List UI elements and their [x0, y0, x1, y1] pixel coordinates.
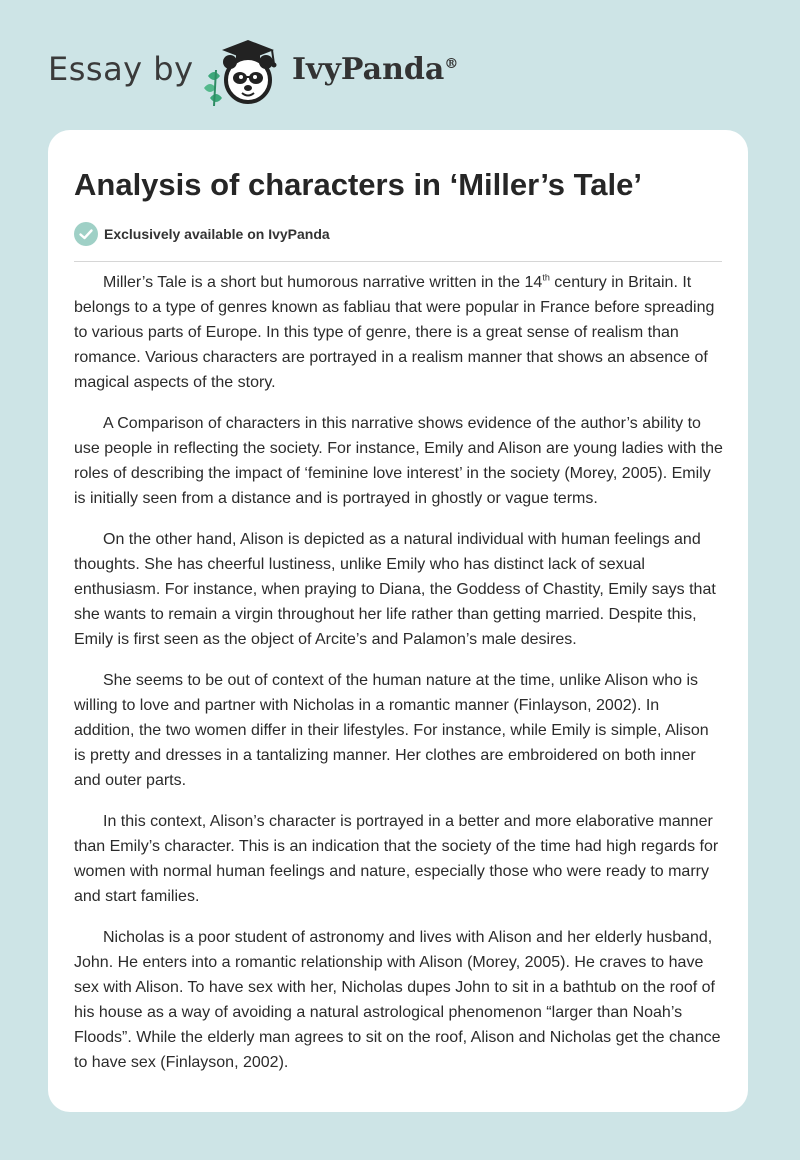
- page-title: Analysis of characters in ‘Miller’s Tale’: [74, 167, 642, 202]
- badge-label: Exclusively available on IvyPanda: [104, 226, 330, 242]
- registered-mark: ®: [444, 56, 459, 72]
- paragraph-4: She seems to be out of context of the human nature at the time, unlike Alison who is willing to love and partner with Nicholas in a romantic manner (Finlayson, 2002). In addition, the two women differ in their lifestyles. For instance, while Emily is simple, Alison is pretty and dresses in a tantalizing manner. Her clothes are embroidered on both inner and outer parts.: [74, 672, 709, 789]
- site-header: [0, 0, 800, 130]
- article-body: [74, 270, 724, 1091]
- availability-badge: [74, 222, 330, 246]
- paragraph-2: A Comparison of characters in this narrative shows evidence of the author’s ability to use people in reflecting the society. For instance, Emily and Alison are young ladies with the roles of describing the impact of ‘feminine love interest’ in the society (Morey, 2005). Emily is initially seen from a distance and is portrayed in ghostly or vague terms.: [74, 415, 723, 507]
- panda-logo-icon[interactable]: [200, 36, 290, 113]
- check-circle-icon: [74, 222, 98, 246]
- paragraph-6: Nicholas is a poor student of astronomy and lives with Alison and her elderly husband, John. He enters into a romantic relationship with Alison (Morey, 2005). He craves to have sex with Alison. To have sex with her, Nicholas dupes John to sit in a bathtub on the roof of his house as a way of avoiding a natural astrological phenomenon “larger than Noah’s Floods”. While the elderly man agrees to sit on the roof, Alison and Nicholas get the chance to have sex (Finlayson, 2002).: [74, 929, 721, 1071]
- brand-name[interactable]: IvyPanda®: [292, 52, 459, 87]
- article-card: [48, 130, 748, 1112]
- brand-prefix: Essay by: [48, 50, 194, 88]
- paragraph-5: In this context, Alison’s character is portrayed in a better and more elaborative manner than Emily’s character. This is an indication that the society of the time had high regards for women with normal human feelings and nature, especially those who were ready to marry and start families.: [74, 813, 719, 905]
- paragraph-3: On the other hand, Alison is depicted as a natural individual with human feelings and thoughts. She has cheerful lustiness, unlike Emily who has distinct lack of sexual enthusiasm. For instance, when praying to Diana, the Goddess of Chastity, Emily says that she wants to remain a virgin throughout her life rather than getting married. Despite this, Emily is first seen as the object of Arcite’s and Palamon’s male desires.: [74, 531, 716, 648]
- paragraph-1: Miller’s Tale is a short but humorous narrative written in the 14th century in Britain. It belongs to a type of genres known as fabliau that were popular in France before spreading to various parts of Europe. In this type of genre, there is a great sense of realism than romance. Various characters are portrayed in a realism manner that shows an absence of magical aspects of the story.: [74, 272, 715, 391]
- divider: [74, 261, 722, 262]
